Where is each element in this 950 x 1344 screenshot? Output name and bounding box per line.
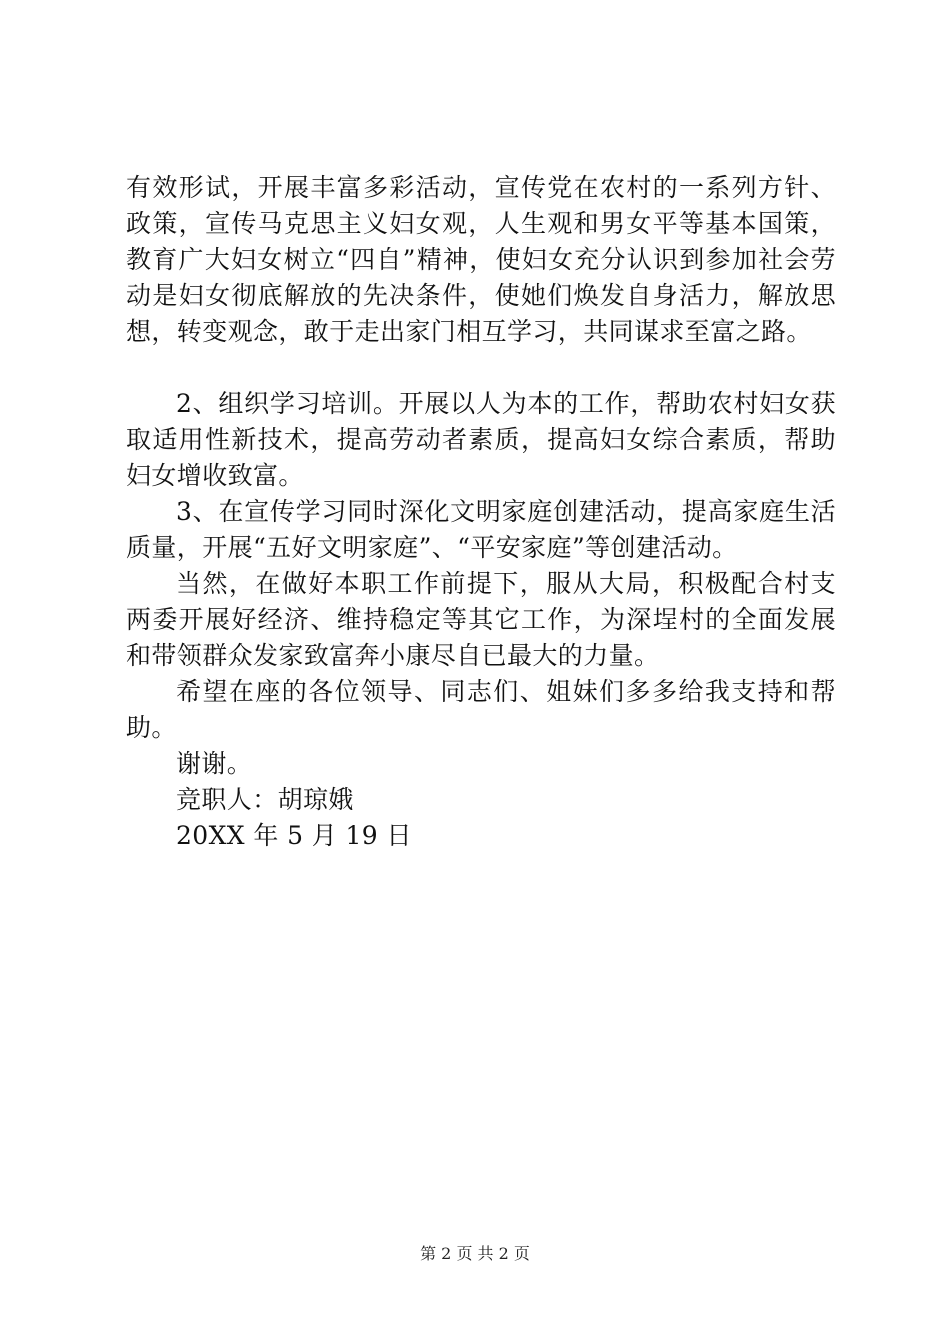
date-line: 20XX 年 5 月 19 日 [176,821,412,850]
thanks-line: 谢谢。 [176,749,253,778]
paragraph-request: 希望在座的各位领导、同志们、姐妹们多多给我支持和帮助。 [126,677,836,742]
paragraph-continuation: 有效形试，开展丰富多彩活动，宣传党在农村的一系列方针、政策，宣传马克思主义妇女观，人生观和男女平等基本国策，教育广大妇女树立“四自”精神，使妇女充分认识到参加社会劳动是妇女彻底解放的先决条件，使她们焕发自身活力，解放思想，转变观念，敢于走出家门相互学习，共同谋求至富之路。 [126,173,836,346]
paragraph-item-2: 2、组织学习培训。开展以人为本的工作，帮助农村妇女获取适用性新技术，提高劳动者素质，提高妇女综合素质，帮助妇女增收致富。 [126,389,836,490]
page-footer: 第 2 页 共 2 页 [420,1244,530,1263]
paragraph-gap [126,350,836,386]
signature-line: 竞职人：胡琼娥 [176,785,354,814]
document-body [126,170,836,854]
paragraph-commitment: 当然，在做好本职工作前提下，服从大局，积极配合村支两委开展好经济、维持稳定等其它工作，为深埕村的全面发展和带领群众发家致富奔小康尽自已最大的力量。 [126,569,836,670]
paragraph-item-3: 3、在宣传学习同时深化文明家庭创建活动，提高家庭生活质量，开展“五好文明家庭”、“平安家庭”等创建活动。 [126,497,836,562]
